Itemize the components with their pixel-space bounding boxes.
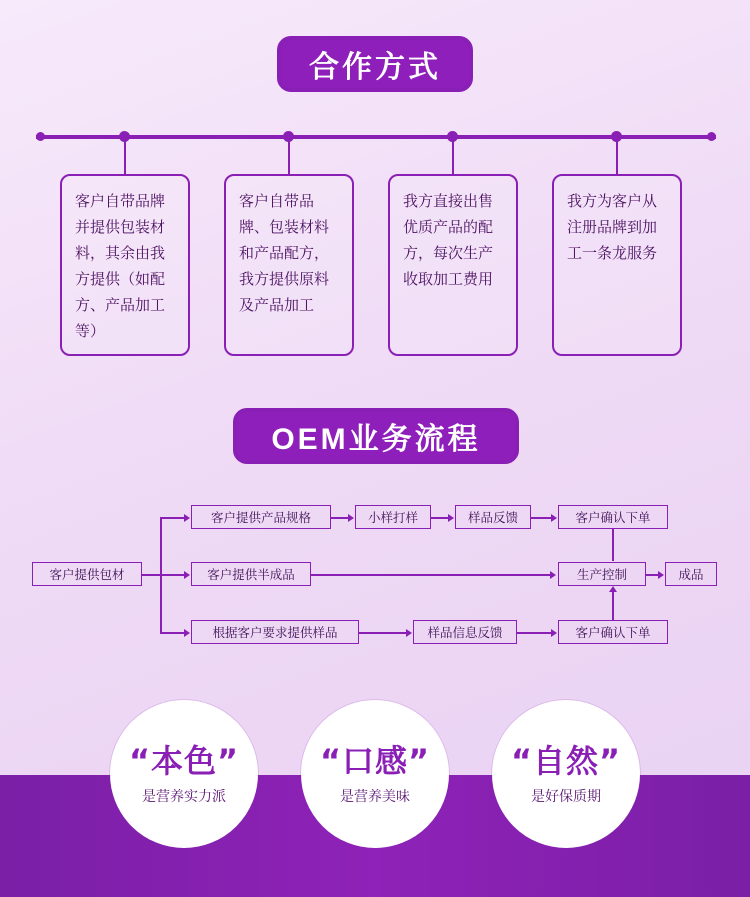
flow-arrow-branch3 — [184, 629, 190, 637]
flow-line-branch1 — [160, 517, 185, 519]
flow-line-r2-long — [311, 574, 551, 576]
cooperation-card: 客户自带品牌并提供包装材料，其余由我方提供（如配方、产品加工等） — [60, 174, 190, 356]
feature-title: “口感” — [319, 742, 431, 780]
flow-arrow-branch1 — [184, 514, 190, 522]
flow-arrow-r1b — [448, 514, 454, 522]
flow-line-branch2 — [160, 574, 185, 576]
flow-line-r3a — [359, 632, 407, 634]
feature-title: “本色” — [128, 742, 240, 780]
flow-arrow-r1a — [348, 514, 354, 522]
flow-line-r1-down — [612, 529, 614, 561]
cooperation-card: 我方为客户从注册品牌到加工一条龙服务 — [552, 174, 682, 356]
timeline-dot-start — [36, 132, 45, 141]
flow-line-r1b — [431, 517, 449, 519]
flow-line-r3-up — [612, 592, 614, 620]
timeline-dot-end — [707, 132, 716, 141]
flow-line-r1a — [331, 517, 349, 519]
flow-arrow-r2 — [550, 571, 556, 579]
flow-node-production-control: 生产控制 — [558, 562, 646, 586]
feature-circle — [301, 700, 449, 848]
oem-flow-diagram — [0, 488, 750, 658]
section-title-cooperation: 合作方式 — [277, 36, 473, 92]
flow-arrow-r3a — [406, 629, 412, 637]
timeline-stem-4 — [616, 137, 618, 174]
feature-circle — [110, 700, 258, 848]
flow-node-row1-2: 样品反馈 — [455, 505, 531, 529]
timeline-stem-1 — [124, 137, 126, 174]
flow-arrow-r3b — [551, 629, 557, 637]
flow-node-start: 客户提供包材 — [32, 562, 142, 586]
cooperation-card: 客户自带品牌、包装材料和产品配方，我方提供原料及产品加工 — [224, 174, 354, 356]
flow-line-r3b — [517, 632, 552, 634]
flow-node-row1-3: 客户确认下单 — [558, 505, 668, 529]
flow-node-row3-1: 样品信息反馈 — [413, 620, 517, 644]
timeline-stem-3 — [452, 137, 454, 174]
timeline-stem-2 — [288, 137, 290, 174]
flow-node-row3-2: 客户确认下单 — [558, 620, 668, 644]
feature-subtitle: 是营养美味 — [340, 789, 410, 805]
feature-circle — [492, 700, 640, 848]
flow-arrow-branch2 — [184, 571, 190, 579]
flow-node-row3-0: 根据客户要求提供样品 — [191, 620, 359, 644]
section-title-oem-flow: OEM业务流程 — [233, 408, 519, 464]
flow-arrow-r3-up — [609, 586, 617, 592]
feature-title: “自然” — [510, 742, 622, 780]
flow-line-r1c — [531, 517, 552, 519]
cooperation-card: 我方直接出售优质产品的配方，每次生产收取加工费用 — [388, 174, 518, 356]
flow-node-row1-1: 小样打样 — [355, 505, 431, 529]
flow-arrow-finish — [658, 571, 664, 579]
flow-node-finish: 成品 — [665, 562, 717, 586]
flow-line-start-out — [142, 574, 160, 576]
flow-line-branch3 — [160, 632, 185, 634]
feature-subtitle: 是营养实力派 — [142, 789, 226, 805]
flow-node-row1-0: 客户提供产品规格 — [191, 505, 331, 529]
flow-node-row2-0: 客户提供半成品 — [191, 562, 311, 586]
flow-arrow-r1c — [551, 514, 557, 522]
feature-subtitle: 是好保质期 — [531, 789, 601, 805]
